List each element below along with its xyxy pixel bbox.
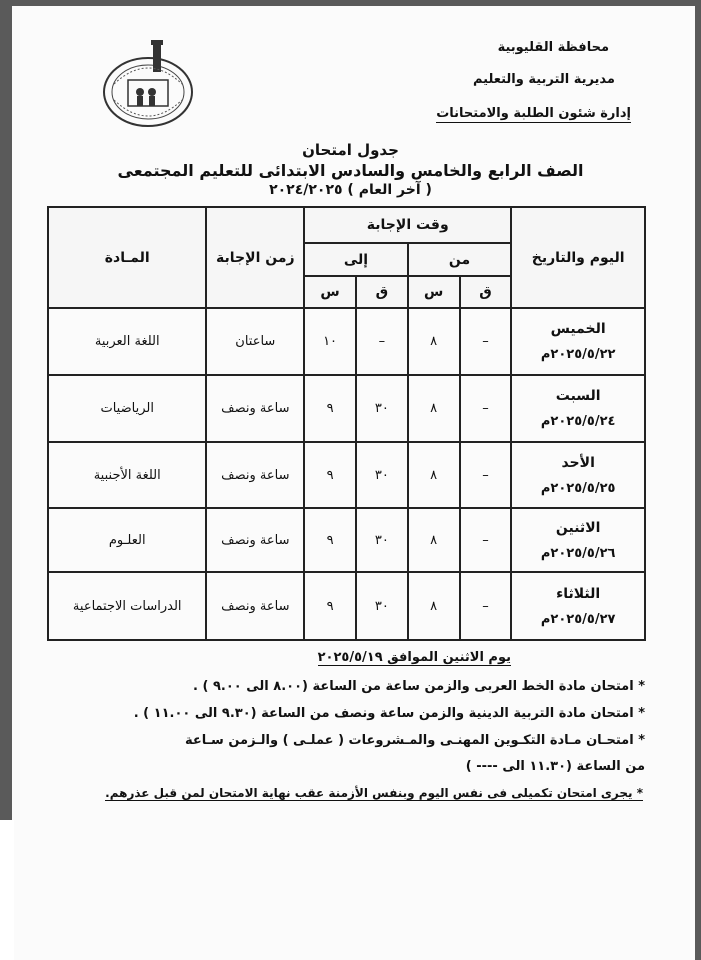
row-subject: اللغة العربية [48,308,206,375]
note-item-4: من الساعة (١١.٣٠ الى ---- ) [465,759,645,774]
title-line-1: جدول امتحان [302,141,399,159]
row-from-minute: – [460,508,512,572]
row-day: السبت [555,388,601,404]
note-item-2: * امتحان مادة التربية الدينية والزمن ساعة ونصف من الساعة (٩.٣٠ الى ١١.٠٠ ) . [133,706,645,721]
notes-footer: * يجرى امتحان تكميلى فى نفس اليوم وبنفس الأزمنة عقب نهاية الامتحان لمن قبل عذرهم. [105,786,643,800]
row-subject: اللغة الأجنبية [48,442,206,508]
header-from-minute: ق [460,276,512,308]
row-from-hour: ٨ [408,442,460,508]
row-duration: ساعة ونصف [206,572,304,640]
header-duration: زمن الإجابة [206,207,304,308]
notes-heading: يوم الاثنين الموافق ٢٠٢٥/٥/١٩ [317,650,511,665]
row-date: ٢٠٢٥/٥/٢٦م [540,545,616,561]
row-from-minute: – [460,442,512,508]
row-to-hour: ٩ [304,508,356,572]
header-from-hour: س [408,276,460,308]
header-day-date: اليوم والتاريخ [511,207,645,308]
header-to-hour: س [304,276,356,308]
header-from: من [408,243,512,276]
table-row [48,442,645,508]
row-duration: ساعة ونصف [206,508,304,572]
title-line-2: الصف الرابع والخامس والسادس الابتدائى للتعليم المجتمعى [117,161,584,180]
row-from-hour: ٨ [408,375,460,442]
row-day: الأحد [561,454,595,471]
table-row [48,508,645,572]
row-date: ٢٠٢٥/٥/٢٢م [540,347,616,362]
row-to-hour: ٩ [304,442,356,508]
row-from-minute: – [460,308,512,375]
row-from-hour: ٨ [408,572,460,640]
row-to-minute: ٣٠ [356,572,408,640]
directorate-label: مديرية التربية والتعليم [472,72,615,87]
header-to: إلى [304,243,408,276]
row-subject: الدراسات الاجتماعية [48,572,206,640]
row-duration: ساعة ونصف [206,375,304,442]
header-to-minute: ق [356,276,408,308]
row-from-hour: ٨ [408,308,460,375]
header-answer-time: وقت الإجابة [304,207,511,243]
governorate-label: محافظة القليوبية [497,40,609,55]
row-day: الاثنين [555,519,601,536]
row-from-minute: – [460,572,512,640]
row-to-minute: ٣٠ [356,442,408,508]
header-subject: المـادة [48,207,206,308]
table-row [48,375,645,442]
row-subject: العلـوم [48,508,206,572]
row-date: ٢٠٢٥/٥/٢٤م [540,414,616,429]
table-row [48,308,645,375]
row-to-hour: ٩ [304,375,356,442]
row-to-minute: ٣٠ [356,508,408,572]
row-to-minute: ٣٠ [356,375,408,442]
row-subject: الرياضيات [48,375,206,442]
table-row [48,572,645,640]
row-date: ٢٠٢٥/٥/٢٧م [540,611,616,627]
note-item-1: * امتحان مادة الخط العربى والزمن ساعة من الساعة (٨.٠٠ الى ٩.٠٠ ) . [193,679,645,694]
note-item-3: * امتحـان مـادة التكـوين المهنـى والمـشروعات ( عملـى ) والـزمن سـاعة [184,733,645,748]
row-to-hour: ٩ [304,572,356,640]
scan-edge [0,820,14,960]
ministry-seal-icon [100,40,196,130]
title-line-3: ( آخر العام ) ٢٠٢٤/٢٠٢٥ [269,182,432,198]
row-duration: ساعتان [206,308,304,375]
row-from-hour: ٨ [408,508,460,572]
row-day: الخميس [550,321,606,337]
exam-schedule-table [47,206,646,641]
row-date: ٢٠٢٥/٥/٢٥م [540,480,616,496]
department-label: إدارة شئون الطلبة والامتحانات [436,106,631,121]
row-duration: ساعة ونصف [206,442,304,508]
row-day: الثلاثاء [556,585,601,602]
row-to-minute: – [356,308,408,375]
row-to-hour: ١٠ [304,308,356,375]
row-from-minute: – [460,375,512,442]
